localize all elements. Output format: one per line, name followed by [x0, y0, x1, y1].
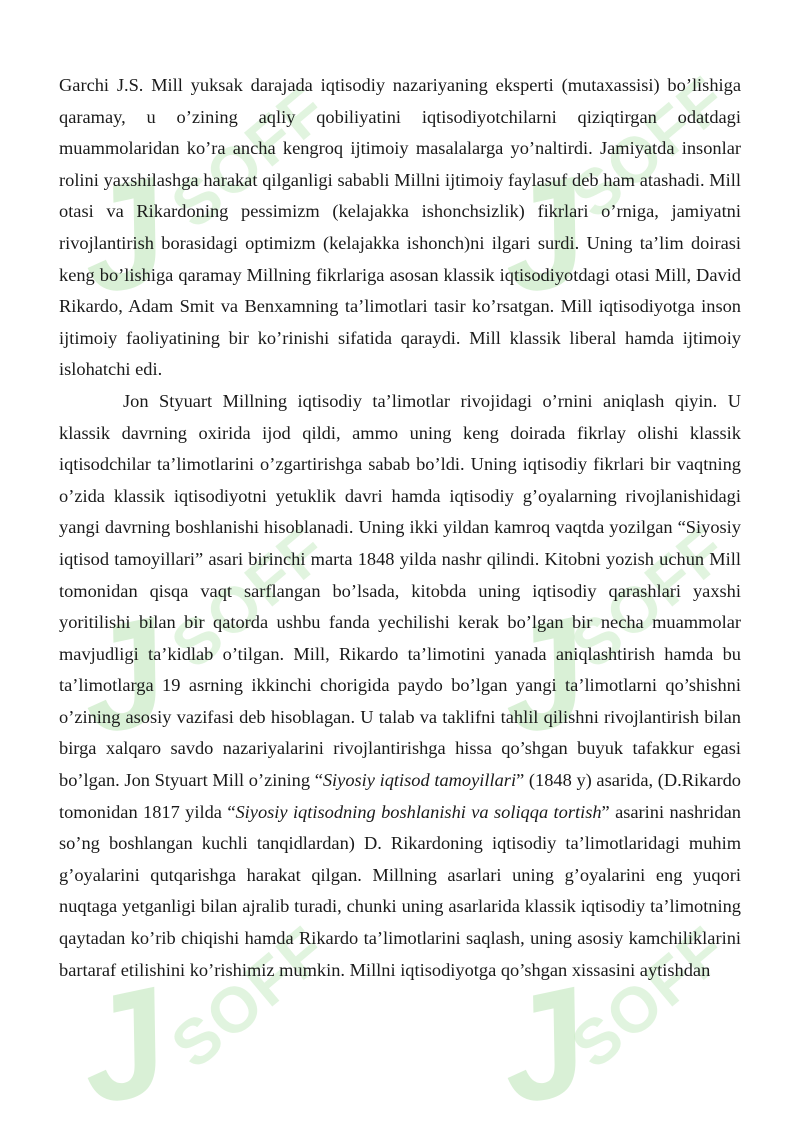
watermark-text: SOFF [157, 72, 341, 242]
paragraph-text: ” asarini nashridan so’ng boshlangan kuchli tanqidlardan) D. Rikardoning iqtisodiy ta’limotlaridagi muhim g’oyalarini qutqarishga harakat qilgan. Millning asarlari uning g’oyalarini eng yuqori nuqtaga yetganligi bilan ajralib turadi, chunki uning asarlarida klassik iqtisodiy ta’limotning qaytadan ko’rib chiqishi hamda Rikardo ta’limotlarini saqlash, uning asosiy kamchiliklarini bartaraf etilishini ko’rishimiz mumkin. Millni iqtisodiyotga qo’shgan xissasini aytishdan [59, 801, 741, 980]
watermark-text: SOFF [157, 912, 341, 1082]
watermark-logo: J [483, 585, 600, 767]
book-title-italic: Siyosiy iqtisodning boshlanishi va soliqqa tortish [235, 801, 602, 822]
watermark-logo: J [63, 585, 180, 767]
paragraph-mill-role [59, 386, 741, 986]
paragraph-text: Garchi J.S. Mill yuksak darajada iqtisodiy nazariyaning eksperti (mutaxassisi) bo’lishiga qaramay, u o’zining aqliy qobiliyatini iqtisodiyotchilarni qiziqtirgan odatdagi muammolaridan ko’ra ancha kengroq ijtimoiy masalalarga yo’naltirdi. Jamiyatda insonlar rolini yaxshilashga harakat qilganligi sababli Millni ijtimoiy faylasuf deb ham atashadi. Mill otasi va Rikardoning pessimizm (kelajakka ishonchsizlik) fikrlari o’rniga, jamiyatni rivojlantirish borasidagi optimizm (kelajakka ishonch)ni ilgari surdi. Uning ta’lim doirasi keng bo’lishiga qaramay Millning fikrlariga asosan klassik iqtisodiyotdagi otasi Mill, David Rikardo, Adam Smit va Benxamning ta’limotlari tasir ko’rsatgan. Mill iqtisodiyotga inson ijtimoiy faoliyatining bir ko’rinishi sifatida qaraydi. Mill klassik liberal hamda ijtimoiy islohatchi edi. [59, 75, 741, 380]
watermark-text: SOFF [557, 912, 741, 1082]
watermark-text: SOFF [557, 512, 741, 682]
watermark-logo: J [63, 955, 180, 1137]
watermark-text: SOFF [557, 62, 741, 232]
watermark-logo: J [483, 955, 600, 1137]
paragraph-text: ” (1848 y) asarida, (D.Rikardo tomonidan 1817 yilda “ [59, 770, 742, 822]
paragraph-text: Jon Styuart Millning iqtisodiy ta’limotlar rivojidagi o’rnini aniqlash qiyin. U klassik davrning oxirida ijod qildi, ammo uning keng doirada fikrlay olishi klassik iqtisodchilar ta’limotlarini o’zgartirishga sabab bo’ldi. Uning iqtisodiy fikrlari bir vaqtning o’zida klassik iqtisodiyotni yetuklik davri hamda iqtisodiy g’oyalarning rivojlanishidagi yangi davrning boshlanishi hisoblanadi. Uning ikki yildan kamroq vaqtda yozilgan “Siyosiy iqtisod tamoyillari” asari birinchi marta 1848 yilda nashr qilindi. Kitobni yozish uchun Mill tomonidan qisqa vaqt sarflangan bo’lsada, kitobda uning iqtisodiy qarashlari yaxshi yoritilishi bilan bir qatorda ushbu fanda yechilishi kerak bo’lgan bir necha muammolar mavjudligi ta’kidlab o’tilgan. Mill, Rikardo ta’limotini yanada aniqlashtirish hamda bu ta’limotlarga 19 asrning ikkinchi chorigida paydo bo’lgan yangi ta’limotlarni qo’shishni o’zining asosiy vazifasi deb hisoblagan. U talab va taklifni tahlil qilishni rivojlantirish bilan birga xalqaro savdo nazariyalarini rivojlantirishga hissa qo’shgan buyuk tafakkur egasi bo’lgan. Jon Styuart Mill o’zining “ [59, 390, 741, 791]
paragraph-mill-intro [59, 70, 741, 386]
book-title-italic: Siyosiy iqtisod tamoyillari [322, 770, 517, 791]
watermark-text: SOFF [157, 512, 341, 682]
document-page [59, 70, 741, 986]
watermark-logo: J [63, 145, 180, 327]
watermark-logo: J [483, 145, 600, 327]
